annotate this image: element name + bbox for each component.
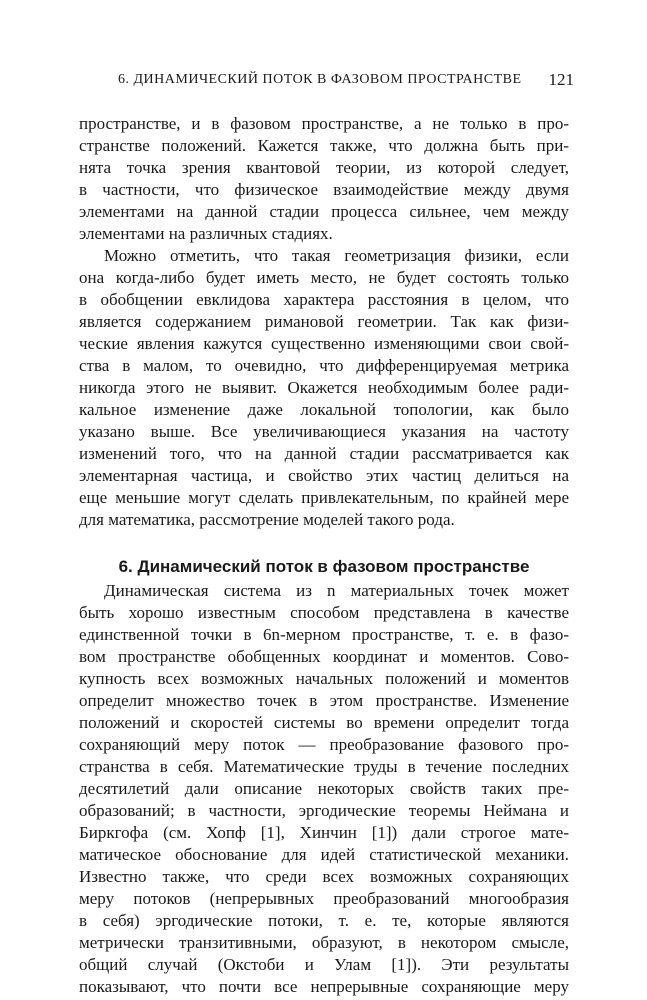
page-number: 121 bbox=[548, 70, 574, 89]
text-line: Можно отметить, что такая геометризация физики, если bbox=[104, 246, 569, 265]
text-line: указано выше. Все увеличивающиеся указания на частоту bbox=[79, 422, 569, 441]
text-line: кальное изменение даже локальной топологии, как было bbox=[79, 400, 569, 419]
text-line: в себя) эргодические потоки, т. е. те, которые являются bbox=[79, 911, 569, 930]
text-line: единственной точки в 6n-мерном пространстве, т. е. в фазо- bbox=[79, 625, 569, 644]
text-line: для математика, рассмотрение моделей такого рода. bbox=[79, 510, 455, 529]
text-line: странстве положений. Кажется также, что должна быть при- bbox=[79, 136, 569, 155]
text-line: странства в себя. Математические труды в течение последних bbox=[79, 757, 569, 776]
text-line: вом пространстве обобщенных координат и моментов. Сово- bbox=[79, 647, 569, 666]
text-line: общий случай (Окстоби и Улам [1]). Эти результаты bbox=[79, 955, 569, 974]
text-line: в частности, что физическое взаимодействие между двумя bbox=[79, 180, 569, 199]
text-line: является содержанием римановой геометрии. Так как физи- bbox=[79, 312, 569, 331]
text-line: показывают, что почти все непрерывные сохраняющие меру bbox=[79, 977, 569, 996]
text-line: купность всех возможных начальных положений и моментов bbox=[79, 669, 569, 688]
text-line: она когда-либо будет иметь место, не будет состоять только bbox=[79, 268, 569, 287]
text-line: Биркгофа (см. Хопф [1], Хинчин [1]) дали строгое мате- bbox=[79, 823, 569, 842]
running-title: 6. ДИНАМИЧЕСКИЙ ПОТОК В ФАЗОВОМ ПРОСТРАНСТВЕ bbox=[118, 72, 522, 87]
text-line: ческие явления кажутся существенно изменяющими свои свой- bbox=[79, 334, 569, 353]
text-line: сохраняющий меру поток — преобразование фазового про- bbox=[79, 735, 569, 754]
text-line: матическое обоснование для идей статистической механики. bbox=[79, 845, 569, 864]
text-line: Динамическая система из n материальных точек может bbox=[104, 581, 569, 600]
text-line: нята точка зрения квантовой теории, из которой следует, bbox=[79, 158, 569, 177]
text-line: быть хорошо известным способом представлена в качестве bbox=[79, 603, 569, 622]
text-line: элементами на данной стадии процесса сильнее, чем между bbox=[79, 202, 569, 221]
text-line: элементами на различных стадиях. bbox=[79, 224, 333, 243]
text-line: никогда этого не выявит. Окажется необходимым более ради- bbox=[79, 378, 569, 397]
text-line: метрически транзитивными, образуют, в некотором смысле, bbox=[79, 933, 569, 952]
text-line: пространстве, и в фазовом пространстве, а не только в про- bbox=[79, 114, 569, 133]
text-line: меру потоков (непрерывных преобразований многообразия bbox=[79, 889, 569, 908]
text-line: ства в малом, то очевидно, что дифференцируемая метрика bbox=[79, 356, 569, 375]
text-line: десятилетий дали описание некоторых свойств таких пре- bbox=[79, 779, 569, 798]
section-heading: 6. Динамический поток в фазовом пространстве bbox=[118, 557, 530, 577]
text-line: изменений того, что на данной стадии рассматривается как bbox=[79, 444, 569, 463]
text-line: элементарная частица, и свойство этих частиц делиться на bbox=[79, 466, 569, 485]
text-line: Известно также, что среди всех возможных сохраняющих bbox=[79, 867, 569, 886]
text-line: еще меньшие могут сделать привлекательным, по крайней мере bbox=[79, 488, 569, 507]
text-line: положений и скоростей системы во времени определит тогда bbox=[79, 713, 569, 732]
running-header bbox=[118, 72, 574, 94]
text-line: в обобщении евклидова характера расстояния в целом, что bbox=[79, 290, 569, 309]
text-line: образований; в частности, эргодические теоремы Неймана и bbox=[79, 801, 569, 820]
text-line: определит множество точек в этом пространстве. Изменение bbox=[79, 691, 569, 710]
